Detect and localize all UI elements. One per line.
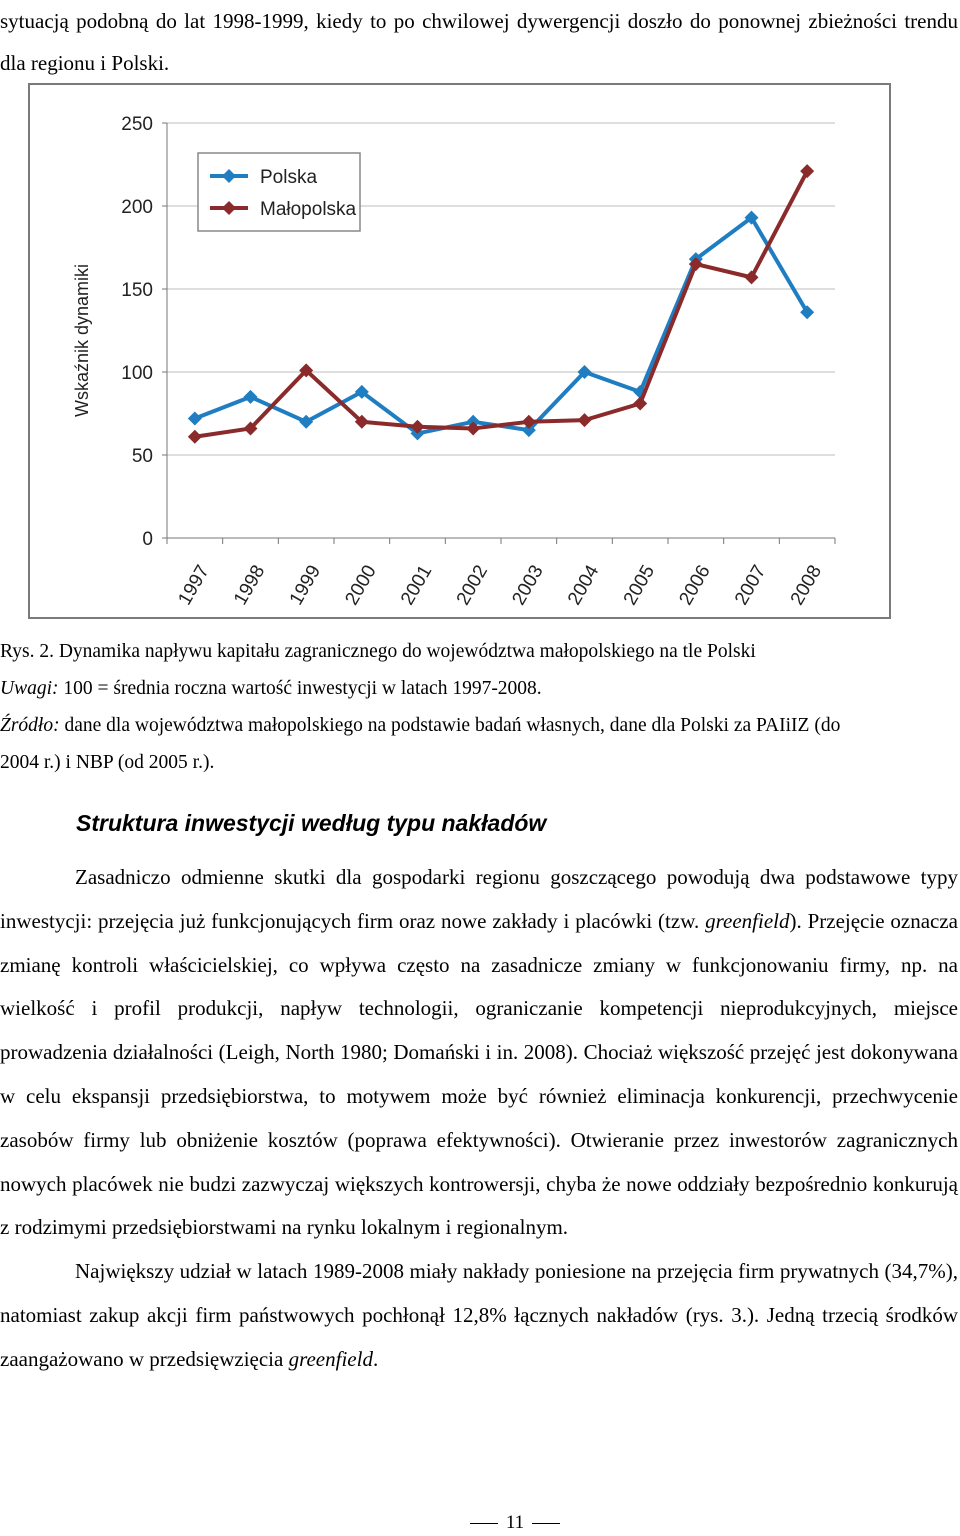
x-tick-label-2007: 2007 (731, 561, 771, 609)
point-małopolska-1997 (188, 430, 202, 444)
x-tick-label-2002: 2002 (452, 561, 493, 609)
caption-title: Rys. 2. Dynamika napływu kapitału zagranicznego do województwa małopolskiego na tle Polski (0, 641, 756, 662)
series-line-polska (195, 218, 807, 434)
caption-source-cont: 2004 r.) i NBP (od 2005 r.). (0, 752, 215, 773)
y-tick-label-150: 150 (121, 280, 153, 301)
figure-caption (0, 633, 958, 781)
y-tick-label-200: 200 (121, 197, 153, 218)
notes-label: Uwagi: (0, 678, 59, 699)
line-chart (28, 83, 891, 619)
x-tick-label-1999: 1999 (285, 561, 326, 609)
x-tick-label-2004: 2004 (564, 561, 604, 609)
body-text (0, 856, 958, 1382)
y-tick-label-250: 250 (121, 114, 153, 135)
paragraph-2-text-b: . (372, 1346, 379, 1371)
y-tick-label-50: 50 (131, 446, 153, 467)
paragraph-2 (0, 1250, 958, 1381)
point-małopolska-2008 (800, 164, 814, 178)
x-tick-label-2000: 2000 (341, 561, 381, 609)
section-heading: Struktura inwestycji według typu nakładów (76, 810, 547, 836)
y-axis-label: Wskaźnik dynamiki (72, 263, 92, 418)
paragraph-1-italic: greenfield (705, 908, 790, 933)
intro-paragraph: sytuacją podobną do lat 1998-1999, kiedy to po chwilowej dywergencji doszło do ponownej zbieżności trendu dla regionu i Polski. (0, 9, 958, 75)
paragraph-2-text-a: Największy udział w latach 1989-2008 miały nakłady poniesione na przejęcia firm prywatnych (34,7%), natomiast zakup akcji firm państwowych pochłonął 12,8% łącznych nakładów (rys. 3.). Jedną trzecią środków zaangażowano w przedsięwzięcia (0, 1259, 958, 1371)
point-polska-1998 (244, 390, 258, 404)
legend-label-polska: Polska (260, 167, 318, 188)
source-label: Źródło: (0, 715, 60, 736)
page-number: 11 (0, 1510, 960, 1536)
x-tick-label-2003: 2003 (508, 561, 548, 609)
paragraph-1 (0, 856, 958, 1250)
chart-svg (30, 85, 893, 621)
point-polska-1997 (188, 411, 202, 425)
x-tick-label-1998: 1998 (230, 561, 270, 609)
legend-label-małopolska: Małopolska (260, 199, 357, 220)
x-tick-label-2005: 2005 (619, 561, 660, 609)
x-tick-label-2008: 2008 (786, 561, 827, 609)
caption-notes (0, 670, 958, 707)
point-małopolska-2005 (633, 397, 647, 411)
y-tick-label-0: 0 (142, 529, 153, 550)
point-małopolska-2007 (745, 270, 759, 284)
x-tick-label-2001: 2001 (397, 561, 437, 609)
paragraph-2-italic: greenfield (288, 1346, 373, 1371)
y-tick-label-100: 100 (121, 363, 153, 384)
paragraph-1-text-b: ). Przejęcie oznacza zmianę kontroli właścicielskiej, co wpływa często na zasadnicze zmiany w funkcjonowaniu firmy, np. na wielkość i profil produkcji, napływ technologii, ograniczanie kompetencji nieprodukcyjnych, miejsce prowadzenia działalności (Leigh, North 1980; Domański i in. 2008). Chociaż większość przejęć jest dokonywana w celu ekspansji przedsiębiorstwa, to motywem może być również eliminacja konkurencji, przechwycenie zasobów firmy lub obniżenie kosztów (poprawa efektywności). Otwieranie przez inwestorów zagranicznych nowych placówek nie budzi zazwyczaj większych kontrowersji, chyba że nowe oddziały bezpośrednio konkurują z rodzimymi przedsiębiorstwami na rynku lokalnym i regionalnym. (0, 908, 958, 1240)
x-tick-label-2006: 2006 (675, 561, 715, 609)
paragraph-1-text-a: Zasadniczo odmienne skutki dla gospodarki regionu goszczącego powodują dwa podstawowe typy inwestycji: przejęcia już funkcjonujących firm oraz nowe zakłady i placówki (tzw. (0, 865, 958, 933)
source-text: dane dla województwa małopolskiego na podstawie badań własnych, dane dla Polski za PAIiIZ (do (59, 715, 841, 736)
notes-text: 100 = średnia roczna wartość inwestycji w latach 1997-2008. (58, 678, 542, 699)
x-tick-label-1997: 1997 (174, 561, 214, 609)
point-małopolska-2004 (578, 413, 592, 427)
caption-source (0, 707, 958, 744)
